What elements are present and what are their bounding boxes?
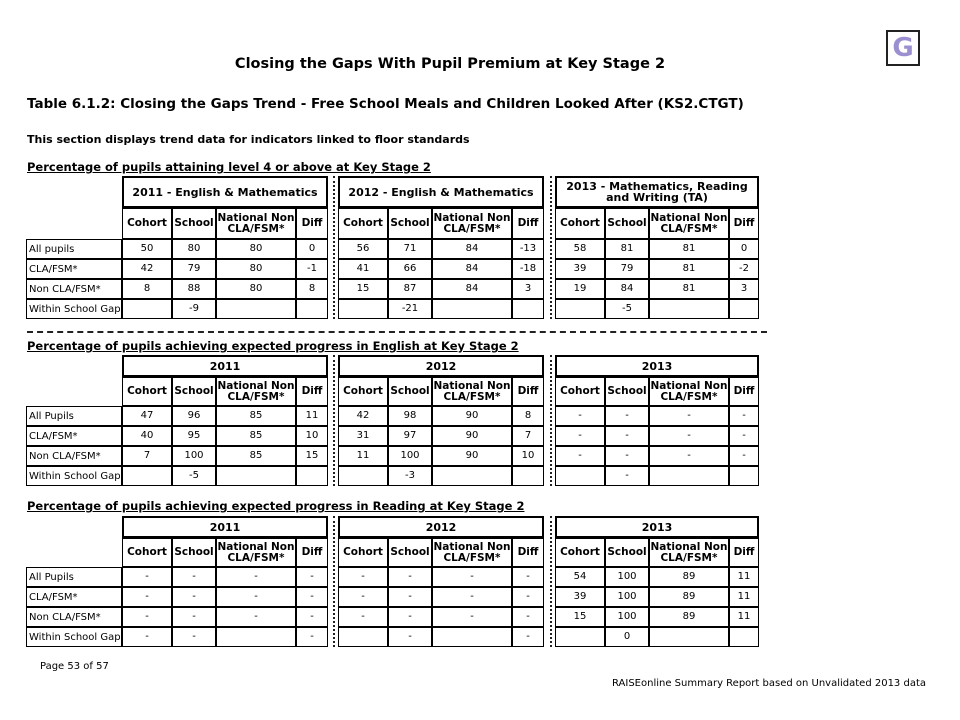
table-cell: 11 (296, 406, 328, 426)
column-header: National Non CLA/FSM* (216, 377, 296, 406)
table-cell (729, 466, 759, 486)
row-label: Within School Gap (26, 299, 122, 319)
table-cell: 81 (649, 259, 729, 279)
table-cell: 100 (605, 587, 649, 607)
table-cell (555, 466, 605, 486)
table-cell: 71 (388, 239, 432, 259)
table-cell: 56 (338, 239, 388, 259)
table-cell: - (338, 567, 388, 587)
column-header: Diff (729, 377, 759, 406)
row-label: Non CLA/FSM* (26, 446, 122, 466)
table-cell: - (388, 587, 432, 607)
table-cell: -21 (388, 299, 432, 319)
table-cell (649, 466, 729, 486)
table-cell (512, 299, 544, 319)
table-cell: - (122, 627, 172, 647)
column-header: School (388, 377, 432, 406)
column-header: Cohort (122, 208, 172, 239)
column-header: National Non CLA/FSM* (432, 377, 512, 406)
table-cell: 41 (338, 259, 388, 279)
table-cell: 84 (432, 279, 512, 299)
table-cell: - (432, 587, 512, 607)
table-cell: -5 (605, 299, 649, 319)
row-label: CLA/FSM* (26, 426, 122, 446)
table-cell: - (122, 567, 172, 587)
column-header: National Non CLA/FSM* (649, 377, 729, 406)
table-cell: 31 (338, 426, 388, 446)
table-cell: 11 (729, 587, 759, 607)
row-label: Non CLA/FSM* (26, 279, 122, 299)
table-cell: - (388, 607, 432, 627)
table-cell: 3 (512, 279, 544, 299)
table-cell: 80 (216, 239, 296, 259)
column-header: National Non CLA/FSM* (649, 538, 729, 567)
table-cell: 80 (216, 279, 296, 299)
table-cell: - (216, 607, 296, 627)
table-cell (216, 466, 296, 486)
column-header: National Non CLA/FSM* (216, 208, 296, 239)
table-cell: - (605, 446, 649, 466)
table-cell: 42 (338, 406, 388, 426)
column-header: Diff (512, 377, 544, 406)
table-cell (555, 627, 605, 647)
table-cell: 10 (296, 426, 328, 446)
table-cell (649, 299, 729, 319)
table-cell: 66 (388, 259, 432, 279)
table-cell: 84 (605, 279, 649, 299)
table-cell: 39 (555, 587, 605, 607)
table-cell: 8 (122, 279, 172, 299)
table-cell: 90 (432, 406, 512, 426)
group-header: 2011 (122, 516, 328, 538)
table-cell: 88 (172, 279, 216, 299)
table-cell: -5 (172, 466, 216, 486)
table-cell: - (512, 607, 544, 627)
column-header: School (605, 538, 649, 567)
column-header: National Non CLA/FSM* (432, 538, 512, 567)
table-cell: 81 (649, 279, 729, 299)
table-cell: - (555, 426, 605, 446)
table-cell (122, 299, 172, 319)
group-separator (333, 516, 337, 647)
table-cell: 98 (388, 406, 432, 426)
table-cell: -18 (512, 259, 544, 279)
table-cell: 19 (555, 279, 605, 299)
column-header: Diff (512, 208, 544, 239)
table-cell: - (512, 587, 544, 607)
table-cell: - (729, 446, 759, 466)
table-cell: 81 (649, 239, 729, 259)
table-cell: 11 (729, 607, 759, 627)
intro-text: This section displays trend data for indicators linked to floor standards (27, 133, 470, 146)
table-cell: - (555, 446, 605, 466)
section-title: Percentage of pupils achieving expected progress in English at Key Stage 2 (27, 339, 519, 353)
row-label: All Pupils (26, 406, 122, 426)
group-separator (333, 176, 337, 319)
table-cell: 85 (216, 446, 296, 466)
table-cell: - (338, 607, 388, 627)
table-cell: 100 (172, 446, 216, 466)
column-header: Diff (296, 538, 328, 567)
group-header: 2012 - English & Mathematics (338, 176, 544, 208)
table-cell: 84 (432, 239, 512, 259)
column-header: Cohort (555, 377, 605, 406)
table-cell: - (296, 627, 328, 647)
table-cell: 39 (555, 259, 605, 279)
section-badge: G (886, 30, 920, 66)
table-cell: 47 (122, 406, 172, 426)
table-cell: 95 (172, 426, 216, 446)
column-header: Diff (296, 377, 328, 406)
table-cell: - (216, 587, 296, 607)
table-cell: 11 (729, 567, 759, 587)
group-separator (333, 355, 337, 486)
column-header: National Non CLA/FSM* (432, 208, 512, 239)
table-cell (296, 299, 328, 319)
table-cell: 42 (122, 259, 172, 279)
table-cell: - (172, 587, 216, 607)
group-header: 2013 - Mathematics, Reading and Writing (TA) (555, 176, 759, 208)
page-title: Closing the Gaps With Pupil Premium at Key Stage 2 (234, 56, 666, 72)
table-cell: - (512, 627, 544, 647)
table-cell: - (649, 406, 729, 426)
table-cell: - (172, 607, 216, 627)
table-cell (512, 466, 544, 486)
group-header: 2012 (338, 516, 544, 538)
table-cell (729, 299, 759, 319)
report-source: RAISEonline Summary Report based on Unvalidated 2013 data (612, 678, 926, 689)
column-header: School (388, 538, 432, 567)
table-cell: 96 (172, 406, 216, 426)
row-label: Within School Gap (26, 627, 122, 647)
table-cell: 0 (729, 239, 759, 259)
table-cell: - (605, 466, 649, 486)
table-cell: 87 (388, 279, 432, 299)
table-cell: 89 (649, 567, 729, 587)
table-cell: - (432, 567, 512, 587)
group-header: 2013 (555, 355, 759, 377)
table-cell: 15 (296, 446, 328, 466)
table-cell: - (296, 607, 328, 627)
table-cell (729, 627, 759, 647)
table-cell: - (729, 406, 759, 426)
table-cell: - (296, 567, 328, 587)
table-cell: 97 (388, 426, 432, 446)
column-header: School (172, 377, 216, 406)
table-cell (296, 466, 328, 486)
table-cell (432, 299, 512, 319)
section-title: Percentage of pupils attaining level 4 or above at Key Stage 2 (27, 160, 431, 174)
table-cell: -1 (296, 259, 328, 279)
column-header: Cohort (555, 538, 605, 567)
table-cell: 7 (512, 426, 544, 446)
column-header: School (388, 208, 432, 239)
row-label: All Pupils (26, 567, 122, 587)
row-label: Within School Gap (26, 466, 122, 486)
table-cell (338, 627, 388, 647)
column-header: Cohort (122, 377, 172, 406)
table-cell: - (388, 567, 432, 587)
table-cell: 89 (649, 587, 729, 607)
table-cell: 90 (432, 426, 512, 446)
table-cell: 81 (605, 239, 649, 259)
table-cell: 7 (122, 446, 172, 466)
table-cell: 8 (296, 279, 328, 299)
group-separator (550, 355, 554, 486)
table-cell: -3 (388, 466, 432, 486)
group-header: 2011 - English & Mathematics (122, 176, 328, 208)
row-label: CLA/FSM* (26, 587, 122, 607)
table-cell: - (605, 426, 649, 446)
page-number: Page 53 of 57 (40, 661, 109, 672)
table-cell: 50 (122, 239, 172, 259)
column-header: Cohort (338, 538, 388, 567)
column-header: National Non CLA/FSM* (649, 208, 729, 239)
table-cell: - (555, 406, 605, 426)
table-cell: 15 (555, 607, 605, 627)
table-cell: 10 (512, 446, 544, 466)
table-cell: 15 (338, 279, 388, 299)
table-cell: - (172, 627, 216, 647)
table-cell: - (432, 607, 512, 627)
row-label: All pupils (26, 239, 122, 259)
table-cell (216, 299, 296, 319)
table-cell (432, 466, 512, 486)
table-cell: - (338, 587, 388, 607)
group-header: 2013 (555, 516, 759, 538)
section-title: Percentage of pupils achieving expected progress in Reading at Key Stage 2 (27, 499, 525, 513)
row-label: CLA/FSM* (26, 259, 122, 279)
table-cell: 54 (555, 567, 605, 587)
table-cell: 0 (605, 627, 649, 647)
table-cell: 8 (512, 406, 544, 426)
table-cell: - (172, 567, 216, 587)
column-header: Diff (729, 208, 759, 239)
table-cell: 3 (729, 279, 759, 299)
table-cell: 79 (172, 259, 216, 279)
table-cell: 0 (296, 239, 328, 259)
column-header: School (605, 208, 649, 239)
table-cell: 85 (216, 426, 296, 446)
table-cell: 90 (432, 446, 512, 466)
table-cell: - (216, 567, 296, 587)
table-cell: - (296, 587, 328, 607)
column-header: Cohort (122, 538, 172, 567)
column-header: Diff (512, 538, 544, 567)
table-cell: 100 (605, 567, 649, 587)
group-header: 2012 (338, 355, 544, 377)
table-cell: 11 (338, 446, 388, 466)
table-cell: 84 (432, 259, 512, 279)
table-cell: - (122, 607, 172, 627)
column-header: Cohort (555, 208, 605, 239)
table-cell: - (729, 426, 759, 446)
table-cell (122, 466, 172, 486)
table-cell: -9 (172, 299, 216, 319)
table-cell (432, 627, 512, 647)
group-separator (550, 176, 554, 319)
table-cell: 85 (216, 406, 296, 426)
section-divider (27, 331, 767, 333)
table-cell: -13 (512, 239, 544, 259)
column-header: Diff (729, 538, 759, 567)
group-header: 2011 (122, 355, 328, 377)
column-header: School (172, 208, 216, 239)
column-header: School (605, 377, 649, 406)
table-cell: - (122, 587, 172, 607)
table-cell: -2 (729, 259, 759, 279)
column-header: Cohort (338, 208, 388, 239)
group-separator (550, 516, 554, 647)
column-header: National Non CLA/FSM* (216, 538, 296, 567)
column-header: Cohort (338, 377, 388, 406)
table-cell: 40 (122, 426, 172, 446)
column-header: School (172, 538, 216, 567)
table-cell: - (388, 627, 432, 647)
column-header: Diff (296, 208, 328, 239)
table-cell: 80 (172, 239, 216, 259)
table-cell: 79 (605, 259, 649, 279)
table-title: Table 6.1.2: Closing the Gaps Trend - Free School Meals and Children Looked After (KS2.CTGT) (27, 96, 744, 112)
table-cell (649, 627, 729, 647)
table-cell: - (605, 406, 649, 426)
table-cell: - (512, 567, 544, 587)
table-cell (216, 627, 296, 647)
table-cell: 89 (649, 607, 729, 627)
row-label: Non CLA/FSM* (26, 607, 122, 627)
table-cell: 100 (388, 446, 432, 466)
table-cell: 100 (605, 607, 649, 627)
table-cell: - (649, 426, 729, 446)
table-cell (338, 299, 388, 319)
table-cell: 58 (555, 239, 605, 259)
table-cell: - (649, 446, 729, 466)
table-cell (555, 299, 605, 319)
table-cell (338, 466, 388, 486)
table-cell: 80 (216, 259, 296, 279)
